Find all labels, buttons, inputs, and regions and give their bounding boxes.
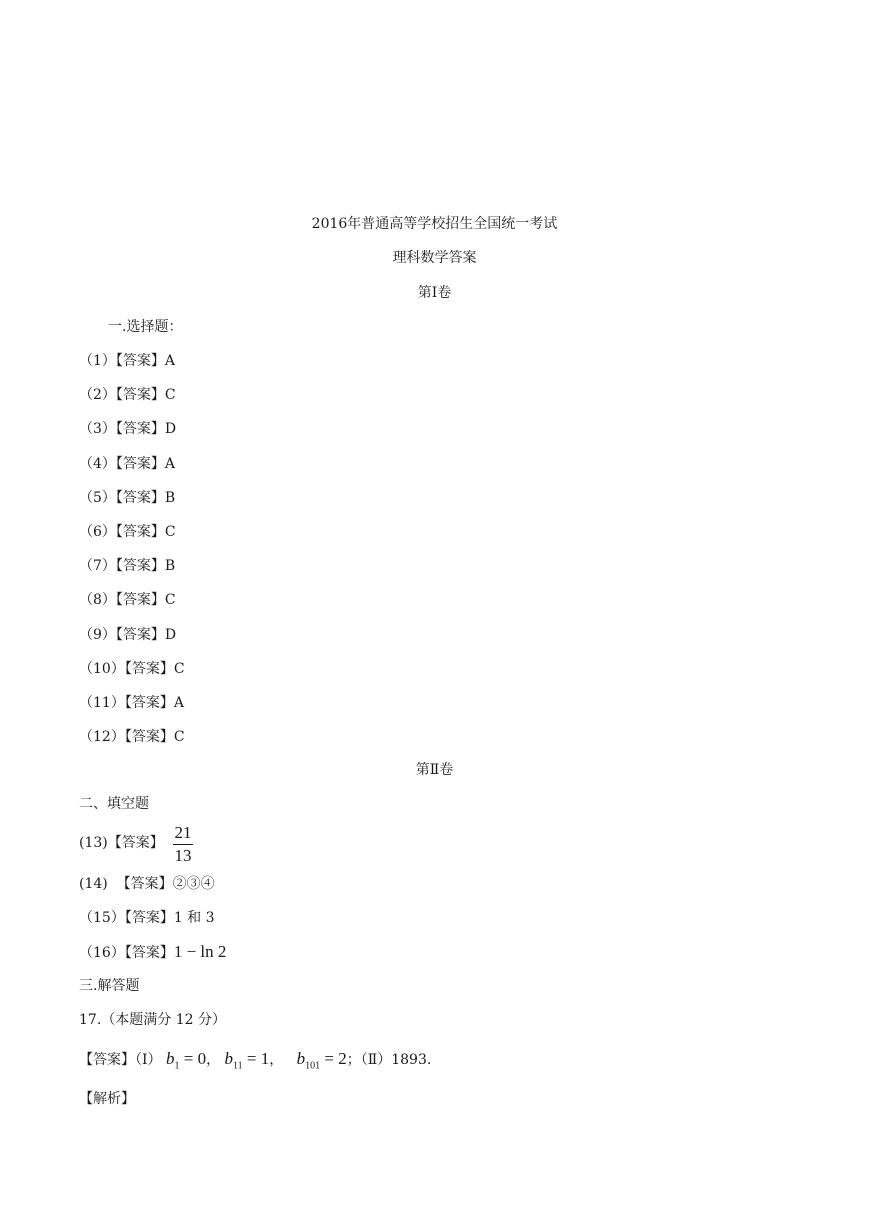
question-number: （9）: [79, 626, 116, 643]
equation-b1: $b_1 = 0$: [165, 1049, 207, 1072]
answer-tag: 【答案】: [124, 660, 174, 677]
equation-b11: $b_{11} = 1$: [224, 1049, 270, 1072]
answer-value: D: [164, 626, 177, 643]
choice-answer-row: [79, 489, 175, 507]
exam-subtitle: 理科数学答案: [392, 250, 477, 266]
answer-tag: 【答案】: [115, 489, 165, 506]
answer-tag: 【答案】: [124, 695, 174, 711]
choice-answer-row: [79, 455, 175, 473]
separator: ，: [269, 1052, 284, 1068]
question-number: （8）: [79, 592, 116, 609]
answer-value: C: [164, 592, 176, 609]
answer-tag: 【答案】: [115, 455, 165, 472]
part-1-label: （Ⅰ）: [135, 1052, 162, 1068]
question-number: （16）: [79, 945, 125, 961]
fraction-denominator: 13: [174, 846, 192, 865]
fraction-answer-13: [173, 823, 193, 866]
answer-value: 1 − ln 2: [173, 942, 227, 961]
choice-answer-row: [79, 386, 176, 404]
section-2-heading: 二、填空题: [79, 796, 149, 812]
choice-answer-row: [79, 523, 176, 541]
answer-13: [79, 834, 164, 852]
answer-value: D: [164, 421, 177, 438]
question-number: （12）: [79, 729, 125, 746]
volume-1-heading: 第Ⅰ卷: [417, 285, 452, 301]
question-number: （2）: [79, 387, 116, 404]
answer-tag: 【答案】: [124, 910, 174, 926]
answer-14: [79, 875, 215, 893]
question-number: （11）: [79, 695, 125, 711]
answer-value: C: [173, 660, 185, 677]
choice-answer-row: [79, 420, 176, 438]
answer-value: A: [164, 353, 176, 369]
question-number: (14): [79, 876, 108, 892]
separator: ；: [346, 1052, 361, 1068]
question-number: （7）: [79, 558, 116, 575]
answer-tag: 【答案】: [115, 524, 165, 540]
answer-value: B: [164, 489, 176, 506]
answer-tag: 【答案】: [115, 626, 165, 643]
choice-answer-row: [79, 728, 185, 746]
answer-15: [79, 909, 215, 927]
choice-answer-row: [79, 352, 175, 370]
answer-tag: 【答案】: [115, 558, 165, 575]
answer-value: ②③④: [172, 876, 215, 892]
equation-b101: $b_{101} = 2$: [296, 1049, 347, 1072]
question-17-title: 17.（本题满分 12 分）: [79, 1012, 226, 1028]
question-number: （1）: [79, 353, 116, 369]
answer-tag: 【答案】: [79, 1052, 135, 1068]
answer-tag: 【答案】: [115, 353, 165, 369]
answer-value: C: [173, 729, 185, 746]
question-number: (13): [79, 835, 108, 851]
question-number: （3）: [79, 421, 116, 438]
answer-value: B: [164, 558, 176, 575]
answer-17: [79, 1050, 431, 1075]
answer-value: A: [173, 695, 184, 711]
question-number: （5）: [79, 489, 116, 506]
answer-tag: 【答案】: [115, 387, 165, 404]
answer-value: C: [164, 524, 176, 540]
question-number: （4）: [79, 455, 116, 472]
answer-16: [79, 943, 226, 962]
choice-answer-row: [79, 591, 176, 609]
answer-tag: 【答案】: [124, 729, 174, 746]
fraction-numerator: 21: [174, 823, 192, 842]
fraction-bar: [173, 844, 193, 845]
choice-answer-row: [79, 660, 185, 678]
section-1-heading: 一.选择题：: [108, 319, 183, 335]
question-number: （6）: [79, 524, 116, 540]
volume-2-heading: 第Ⅱ卷: [415, 762, 454, 778]
choice-answer-row: [79, 694, 184, 712]
question-number: （10）: [79, 660, 125, 677]
answer-tag: 【答案】: [107, 835, 164, 851]
answer-tag: 【答案】: [116, 876, 173, 892]
answer-value: 1 和 3: [173, 910, 215, 926]
answer-tag: 【答案】: [115, 421, 165, 438]
part-2-answer: （Ⅱ）1893.: [360, 1052, 432, 1068]
answer-tag: 【答案】: [115, 592, 165, 609]
answer-value: A: [164, 455, 176, 472]
answer-value: C: [164, 387, 176, 404]
answer-tag: 【答案】: [124, 945, 174, 961]
exam-title: 2016年普通高等学校招生全国统一考试: [311, 216, 558, 232]
section-3-heading: 三.解答题: [79, 978, 140, 994]
analysis-label: 【解析】: [79, 1091, 135, 1107]
choice-answer-row: [79, 626, 176, 644]
choice-answer-row: [79, 557, 175, 575]
question-number: （15）: [79, 910, 125, 926]
separator: ，: [206, 1052, 221, 1068]
